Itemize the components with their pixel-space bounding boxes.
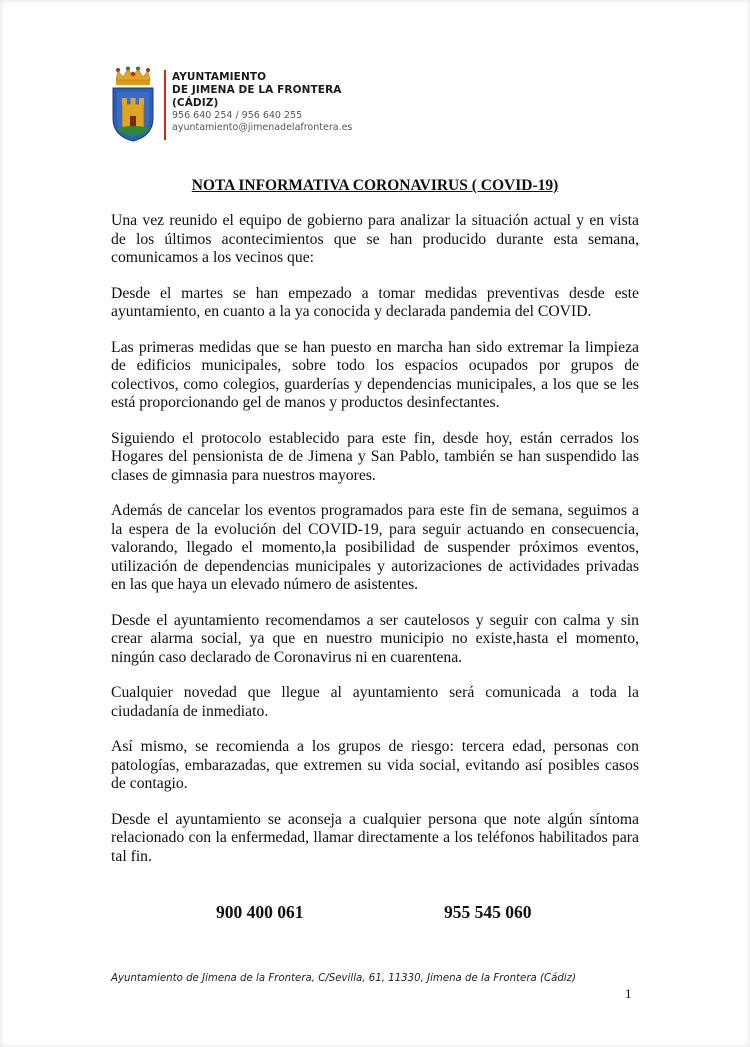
org-name-line-2: DE JIMENA DE LA FRONTERA — [172, 84, 342, 96]
helpline-numbers — [0, 902, 750, 926]
page-footer: Ayuntamiento de Jimena de la Frontera, C/Sevilla, 61, 11330, Jimena de la Frontera (Cádiz) — [111, 973, 576, 984]
org-province: (CÁDIZ) — [172, 97, 219, 109]
paragraph: Las primeras medidas que se han puesto en marcha han sido extremar la limpieza de edificios municipales, sobre todo los espacios ocupados por grupos de colectivos, como colegios, guarderías y dependencias municipales, a los que se les está proporcionando gel de manos y productos desinfectantes. — [111, 338, 639, 411]
paragraph: Desde el martes se han empezado a tomar medidas preventivas desde este ayuntamiento, en cuanto a la ya conocida y declarada pandemia del COVID. — [111, 284, 639, 320]
coat-of-arms-icon — [108, 66, 158, 142]
paragraph: Además de cancelar los eventos programados para este fin de semana, seguimos a la espera de la evolución del COVID-19, para seguir actuando en consecuencia, valorando, llegado el momento,la posibilidad de suspender próximos eventos, utilización de dependencias municipales y autorizaciones de actividades privadas en las que haya un elevado número de asistentes. — [111, 502, 639, 593]
organization-block — [172, 71, 352, 134]
helpline-number: 900 400 061 — [216, 902, 304, 922]
paragraph: Siguiendo el protocolo establecido para este fin, desde hoy, están cerrados los Hogares del pensionista de de Jimena y San Pablo, también se han suspendido las clases de gimnasia para nuestros mayores. — [111, 429, 639, 484]
org-name-line-1: AYUNTAMIENTO — [172, 71, 267, 83]
helpline-number: 955 545 060 — [444, 902, 532, 922]
paragraph: Desde el ayuntamiento se aconseja a cualquier persona que note algún síntoma relacionado con la enfermedad, llamar directamente a los teléfonos habilitados para tal fin. — [111, 810, 639, 865]
paragraph: Así mismo, se recomienda a los grupos de riesgo: tercera edad, personas con patologías, embarazadas, que extremen su vida social, evitando así posibles casos de contagio. — [111, 738, 639, 792]
document-body — [111, 212, 639, 883]
document-title: NOTA INFORMATIVA CORONAVIRUS ( COVID-19) — [191, 177, 559, 194]
org-phones: 956 640 254 / 956 640 255 — [172, 110, 303, 121]
paragraph: Una vez reunido el equipo de gobierno para analizar la situación actual y en vista de los últimos acontecimientos que se han producido durante esta semana, comunicamos a los vecinos que: — [111, 212, 639, 266]
page-number: 1 — [625, 986, 632, 1001]
letterhead — [108, 66, 408, 144]
paragraph: Desde el ayuntamiento recomendamos a ser cautelosos y seguir con calma y sin crear alarma social, ya que en nuestro municipio no existe,hasta el momento, ningún caso declarado de Coronavirus ni en cuarentena. — [111, 611, 639, 666]
header-divider — [164, 70, 166, 140]
paragraph: Cualquier novedad que llegue al ayuntamiento será comunicada a toda la ciudadanía de inmediato. — [111, 684, 639, 720]
org-email: ayuntamiento@jimenadelafrontera.es — [172, 122, 353, 133]
